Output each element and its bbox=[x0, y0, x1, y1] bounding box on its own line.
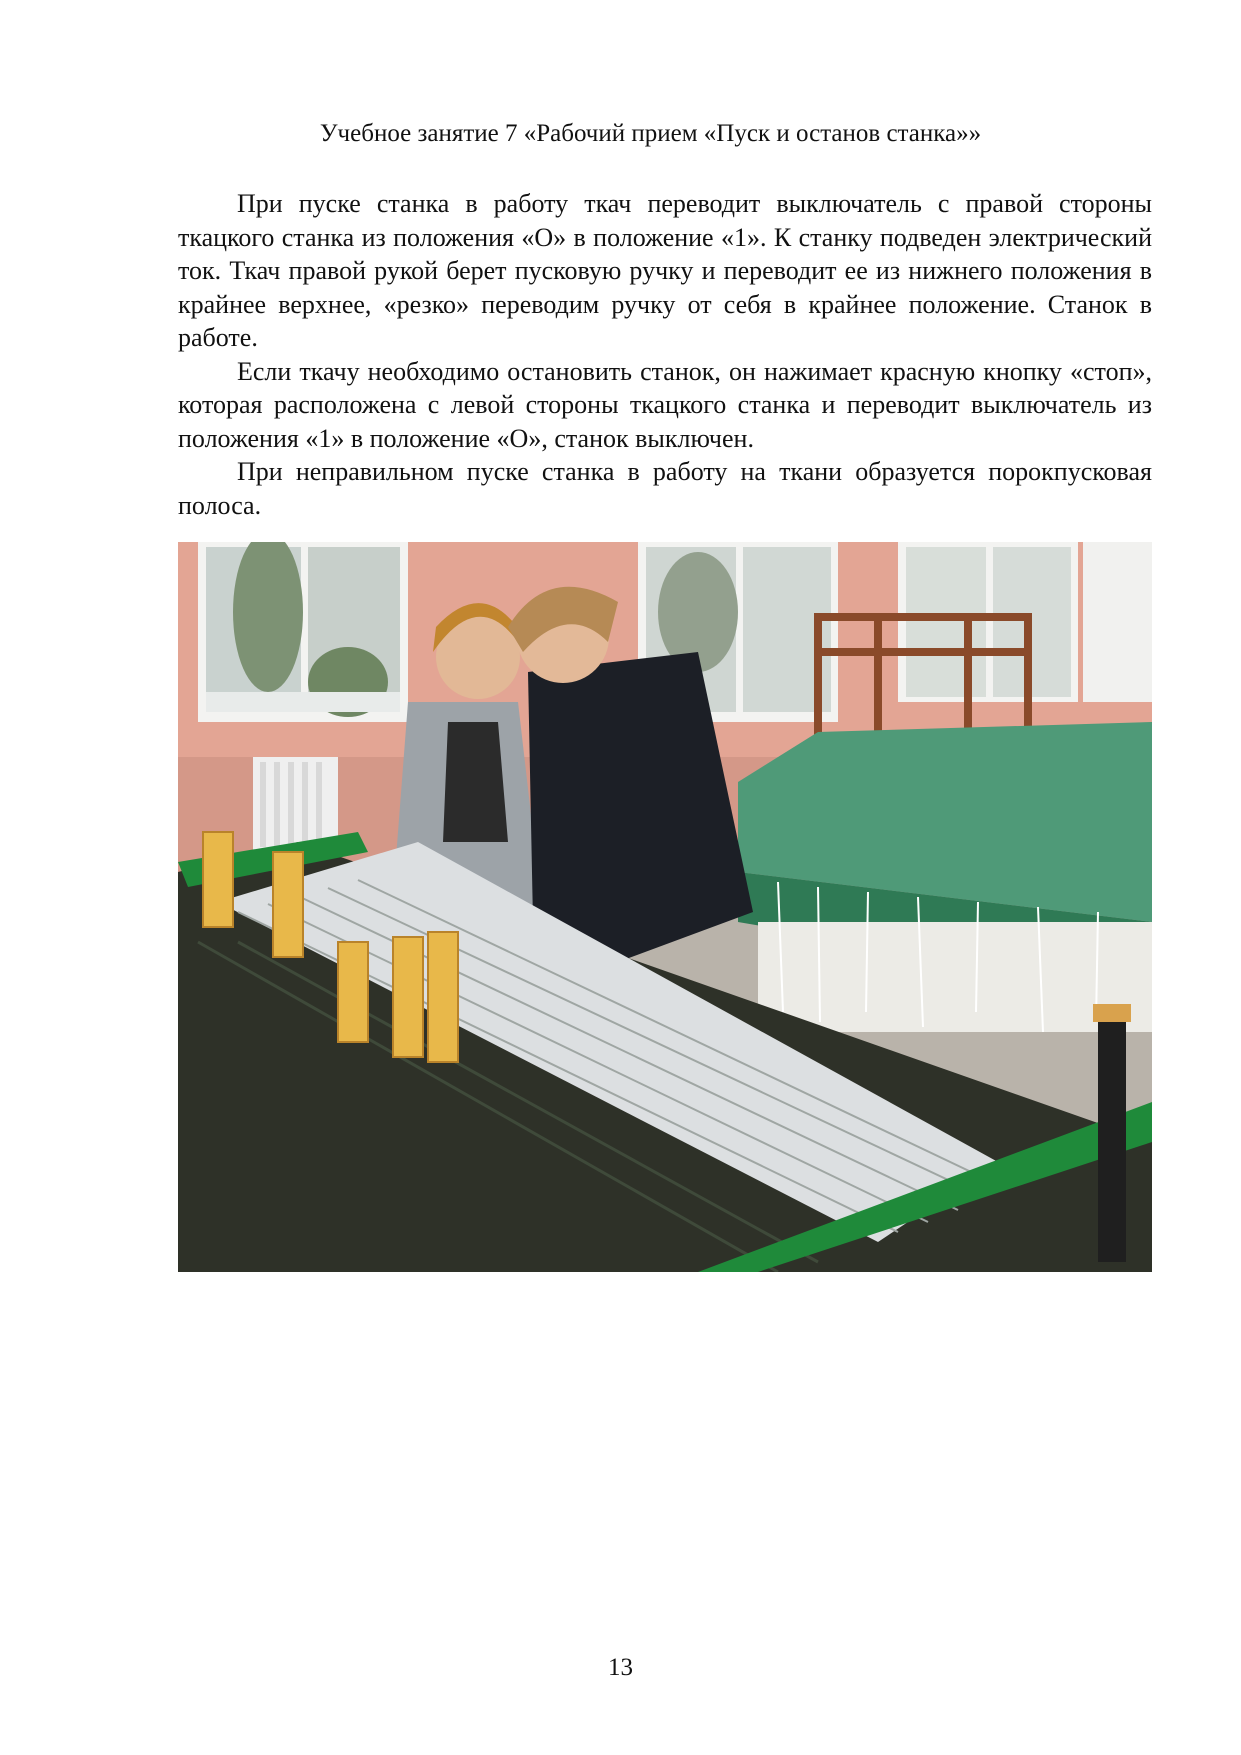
paragraph-defect-note: При неправильном пуске станка в работу на ткани образуется порокпусковая полоса. bbox=[178, 457, 1152, 520]
paragraph-stop-procedure: Если ткачу необходимо остановить станок, он нажимает красную кнопку «стоп», которая расположена с левой стороны ткацкого станка и переводит выключатель из положения «1» в положение «О», станок выключен. bbox=[178, 356, 1152, 453]
body-text bbox=[178, 187, 1152, 522]
window-left bbox=[198, 542, 408, 722]
lesson-title: Учебное занятие 7 «Рабочий прием «Пуск и останов станка»» bbox=[319, 120, 982, 147]
loom-photo bbox=[178, 542, 1152, 1272]
page-number: 13 bbox=[608, 1654, 633, 1681]
paragraph-start-procedure: При пуске станка в работу ткач переводит выключатель с правой стороны ткацкого станка из положения «О» в положение «1». К станку подведен электрический ток. Ткач правой рукой берет пусковую ручку и переводит ее из нижнего положения в крайнее верхнее, «резко» переводим ручку от себя в крайнее положение. Станок в работе. bbox=[178, 189, 1152, 352]
